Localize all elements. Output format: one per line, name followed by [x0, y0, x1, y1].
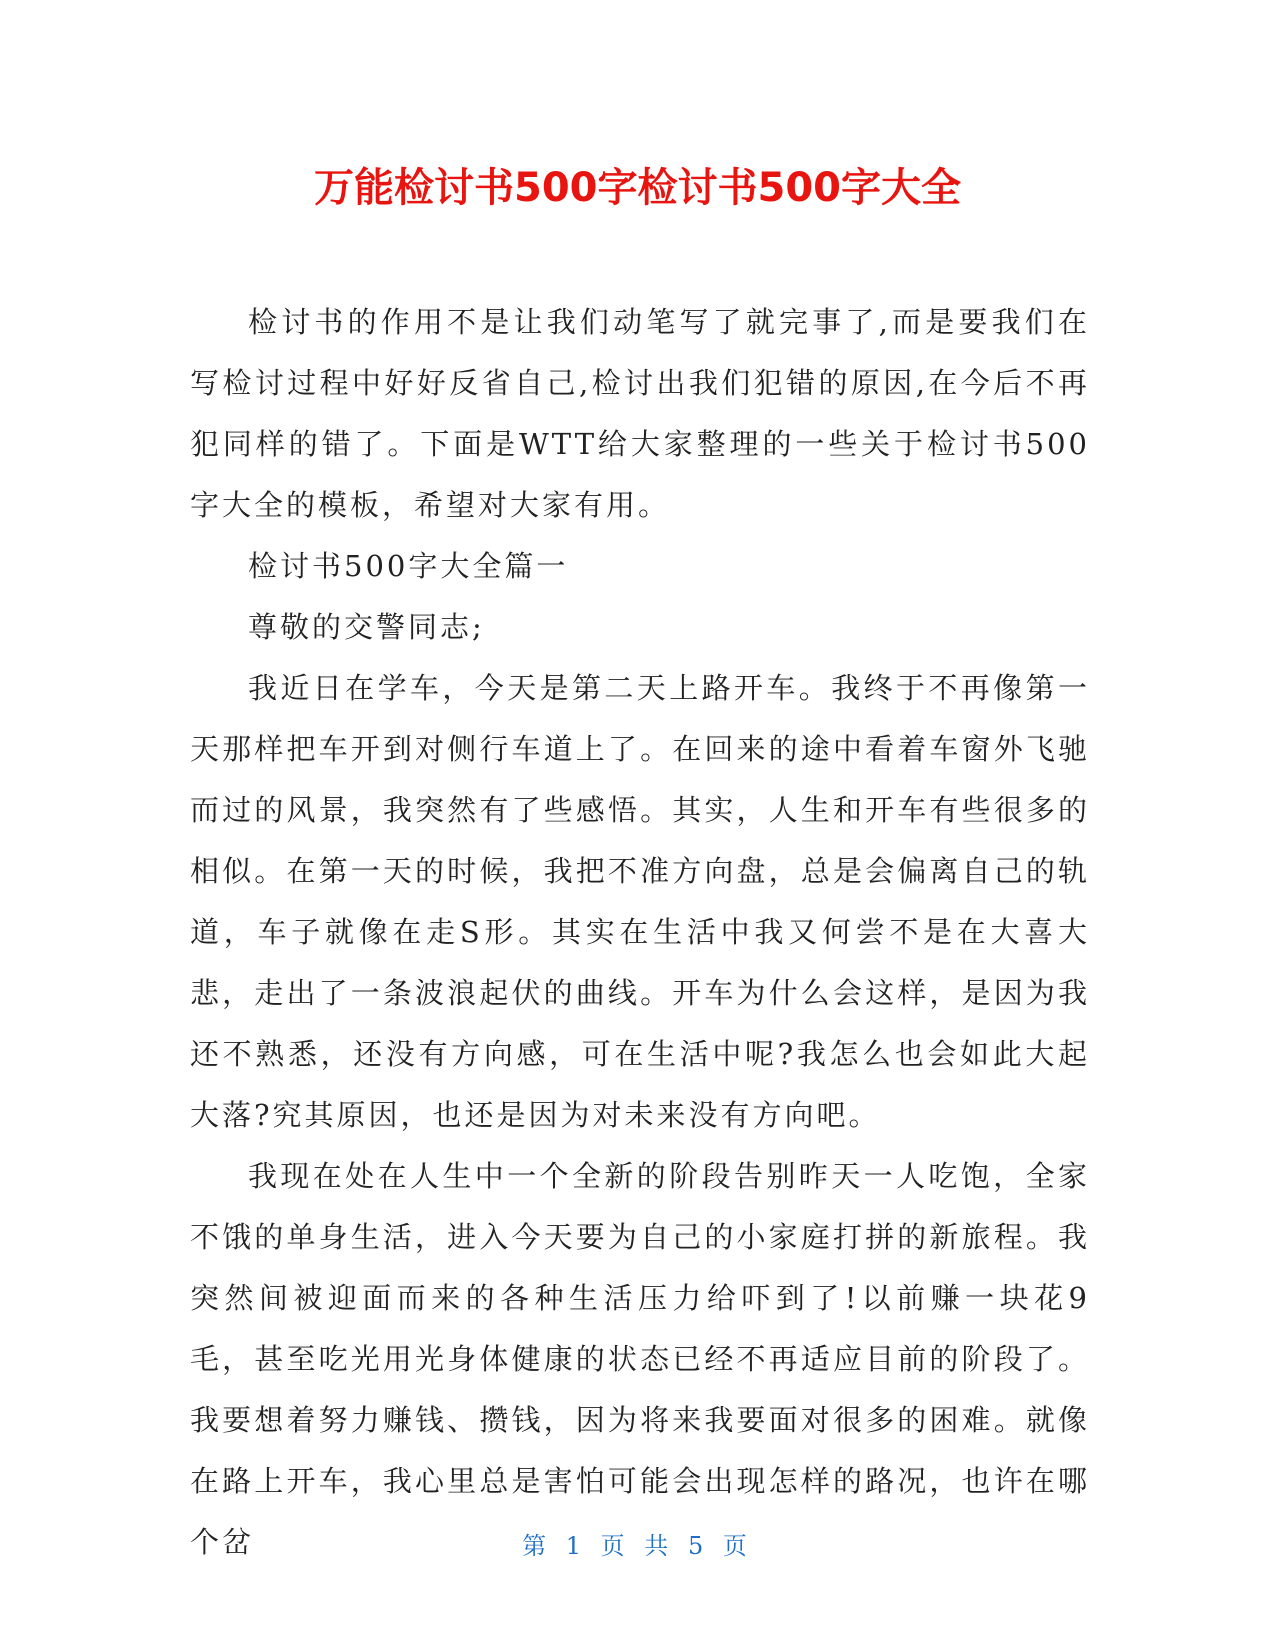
section-heading: 检讨书500字大全篇一	[248, 549, 569, 583]
document-title: 万能检讨书500字检讨书500字大全	[314, 165, 961, 211]
intro-paragraph: 检讨书的作用不是让我们动笔写了就完事了,而是要我们在写检讨过程中好好反省自己,检讨出我们犯错的原因,在今后不再犯同样的错了。下面是WTT给大家整理的一些关于检讨书500字大全的模板，希望对大家有用。	[190, 305, 1090, 522]
body-paragraph: 我现在处在人生中一个全新的阶段告别昨天一人吃饱，全家不饿的单身生活，进入今天要为自己的小家庭打拼的新旅程。我突然间被迎面而来的各种生活压力给吓到了!以前赚一块花9毛，甚至吃光用光身体健康的状态已经不再适应目前的阶段了。我要想着努力赚钱、攒钱，因为将来我要面对很多的困难。就像在路上开车，我心里总是害怕可能会出现怎样的路况，也许在哪个岔	[190, 1159, 1090, 1559]
salutation: 尊敬的交警同志;	[248, 610, 485, 644]
page-footer: 第 1 页 共 5 页	[522, 1532, 753, 1560]
body-paragraph: 我近日在学车，今天是第二天上路开车。我终于不再像第一天那样把车开到对侧行车道上了。在回来的途中看着车窗外飞驰而过的风景，我突然有了些感悟。其实，人生和开车有些很多的相似。在第一天的时候，我把不准方向盘，总是会偏离自己的轨道，车子就像在走S形。其实在生活中我又何尝不是在大喜大悲，走出了一条波浪起伏的曲线。开车为什么会这样，是因为我还不熟悉，还没有方向感，可在生活中呢?我怎么也会如此大起大落?究其原因，也还是因为对未来没有方向吧。	[190, 671, 1090, 1132]
document-body	[190, 292, 1090, 1573]
